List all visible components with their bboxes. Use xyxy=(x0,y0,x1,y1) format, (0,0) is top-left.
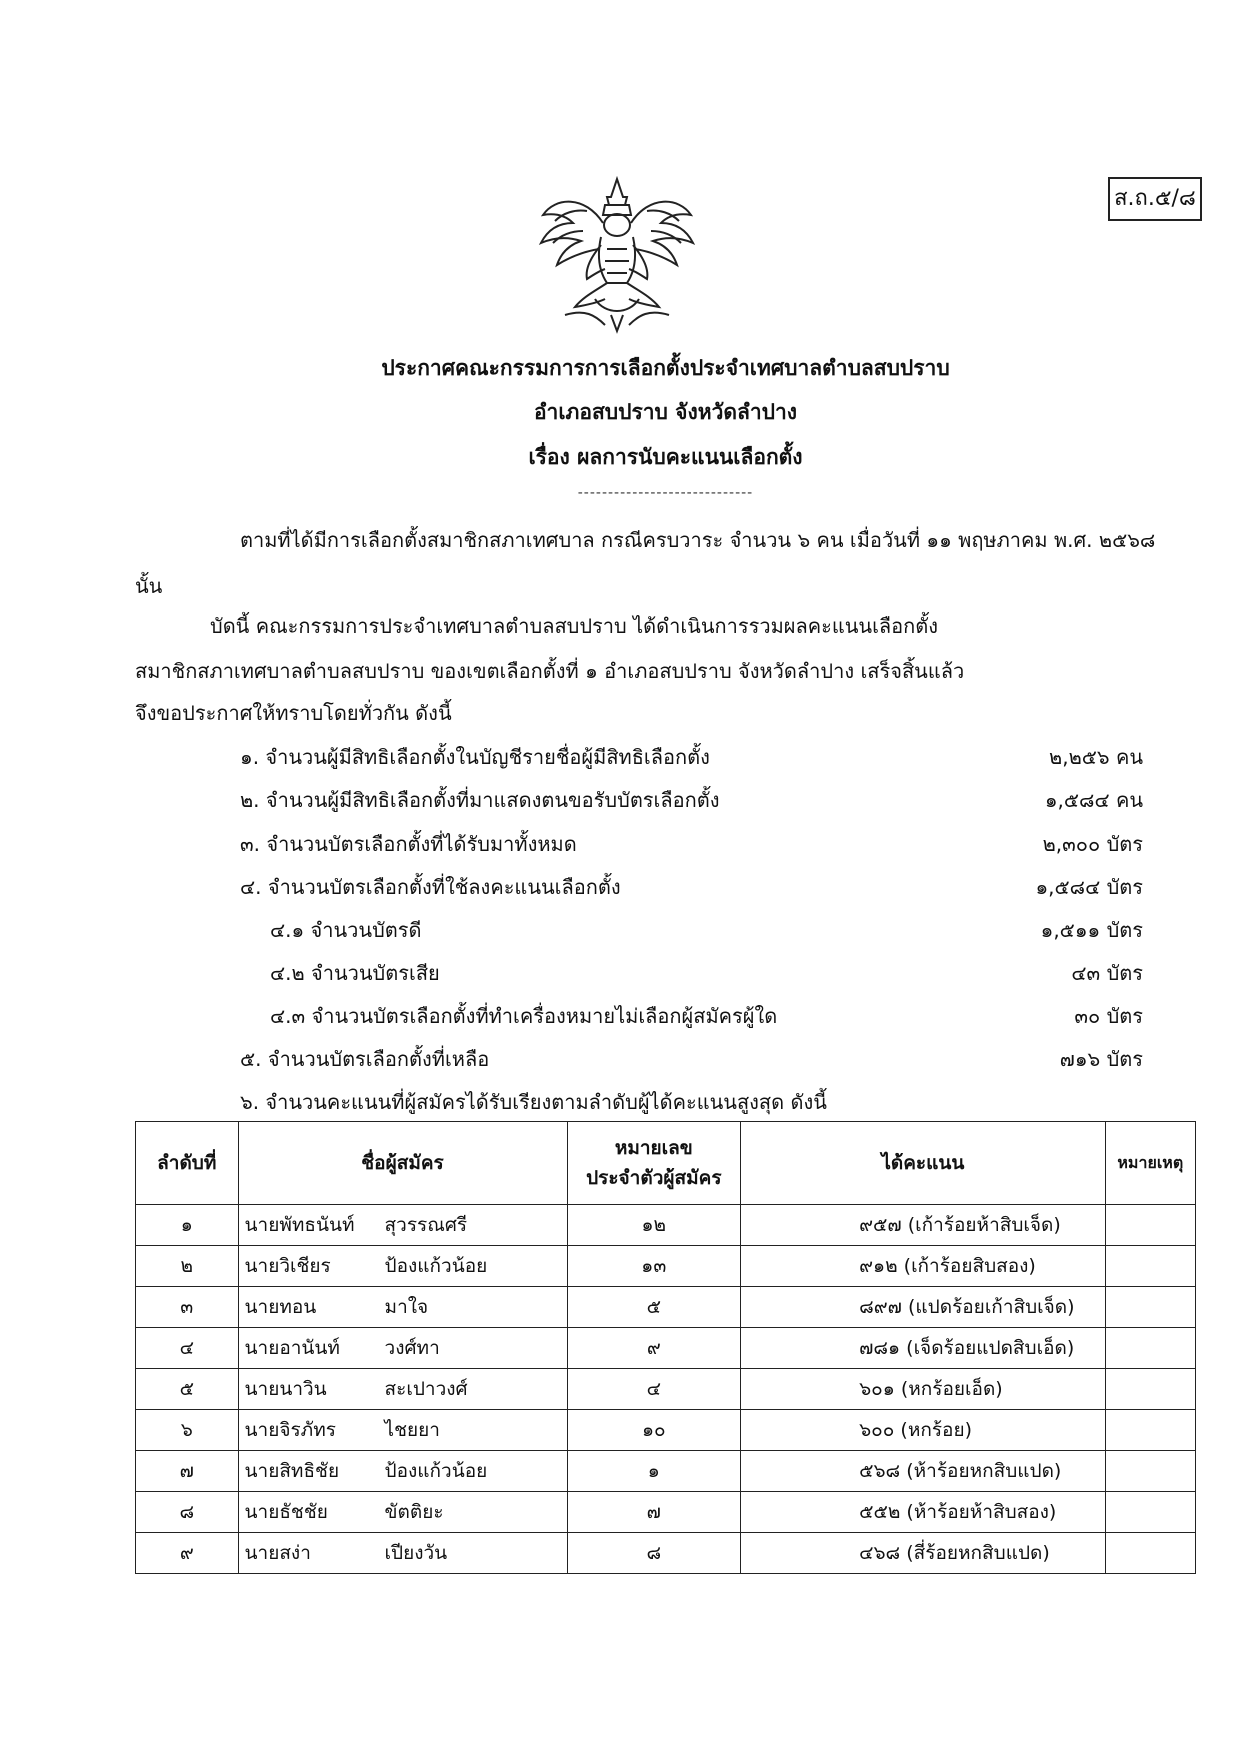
stat-value: ๒,๓๐๐ บัตร xyxy=(1042,832,1143,856)
stat-item xyxy=(0,871,1241,903)
header-number-line1: หมายเลข xyxy=(614,1137,693,1159)
stat-item xyxy=(0,1086,1241,1118)
document-form-code: ส.ถ.๕/๘ xyxy=(1108,177,1202,221)
cell-score-text: ๕๖๘ (ห้าร้อยหกสิบแปด) xyxy=(859,1460,1062,1482)
cell-score xyxy=(741,1451,1106,1492)
cell-name xyxy=(238,1492,567,1533)
cell-last-name: ขัตติยะ xyxy=(384,1501,444,1523)
cell-name xyxy=(238,1410,567,1451)
announcement-title: ประกาศคณะกรรมการการเลือกตั้งประจำเทศบาลตำบลสบปราบ xyxy=(381,356,950,380)
stat-item xyxy=(0,914,1241,946)
cell-score-text: ๙๕๗ (เก้าร้อยห้าสิบเจ็ด) xyxy=(859,1214,1061,1236)
cell-rank: ๕ xyxy=(136,1369,239,1410)
header-rank: ลำดับที่ xyxy=(136,1122,239,1205)
stat-item xyxy=(0,784,1241,816)
table-row xyxy=(136,1205,1196,1246)
cell-first-name: นายวิเชียร xyxy=(244,1255,331,1277)
cell-first-name: นายธัชชัย xyxy=(244,1501,328,1523)
cell-score xyxy=(741,1287,1106,1328)
cell-name xyxy=(238,1451,567,1492)
cell-number: ๑๐ xyxy=(567,1410,741,1451)
cell-score xyxy=(741,1328,1106,1369)
stat-item xyxy=(0,1000,1241,1032)
stat-label: ๔.๓ จำนวนบัตรเลือกตั้งที่ทำเครื่องหมายไม่เลือกผู้สมัครผู้ใด xyxy=(270,1004,778,1028)
cell-score-text: ๘๙๗ (แปดร้อยเก้าสิบเจ็ด) xyxy=(859,1296,1075,1318)
paragraph-intro: ตามที่ได้มีการเลือกตั้งสมาชิกสภาเทศบาล กรณีครบวาระ จำนวน ๖ คน เมื่อวันที่ ๑๑ พฤษภาคม พ.ศ. ๒๕๖๘ xyxy=(240,528,1156,552)
cell-number: ๗ xyxy=(567,1492,741,1533)
table-row xyxy=(136,1287,1196,1328)
cell-last-name: สะเปาวงศ์ xyxy=(384,1378,468,1400)
cell-name xyxy=(238,1328,567,1369)
cell-number: ๕ xyxy=(567,1287,741,1328)
cell-score xyxy=(741,1492,1106,1533)
table-row xyxy=(136,1492,1196,1533)
table-row xyxy=(136,1533,1196,1574)
stat-label: ๔.๒ จำนวนบัตรเสีย xyxy=(270,961,440,985)
cell-number: ๑๒ xyxy=(567,1205,741,1246)
header-note: หมายเหตุ xyxy=(1105,1122,1195,1205)
stat-value: ๑,๕๑๑ บัตร xyxy=(1040,918,1143,942)
paragraph-notice: บัดนี้ คณะกรรมการประจำเทศบาลตำบลสบปราบ ได้ดำเนินการรวมผลคะแนนเลือกตั้ง xyxy=(210,614,939,638)
results-table xyxy=(135,1121,1196,1574)
divider: ----------------------------- xyxy=(577,485,754,501)
cell-number: ๔ xyxy=(567,1369,741,1410)
cell-number: ๙ xyxy=(567,1328,741,1369)
stat-value: ๓๐ บัตร xyxy=(1074,1004,1143,1028)
cell-last-name: เปียงวัน xyxy=(384,1542,448,1564)
stat-value: ๔๓ บัตร xyxy=(1071,961,1143,985)
cell-rank: ๔ xyxy=(136,1328,239,1369)
cell-note xyxy=(1105,1492,1195,1533)
stat-item xyxy=(0,828,1241,860)
cell-score-text: ๖๐๐ (หกร้อย) xyxy=(859,1419,973,1441)
cell-note xyxy=(1105,1287,1195,1328)
table-header-row xyxy=(136,1122,1196,1205)
cell-name xyxy=(238,1533,567,1574)
cell-name xyxy=(238,1369,567,1410)
cell-first-name: นายทอน xyxy=(244,1296,317,1318)
table-row xyxy=(136,1451,1196,1492)
announcement-district: อำเภอสบปราบ จังหวัดลำปาง xyxy=(533,400,798,424)
cell-score xyxy=(741,1205,1106,1246)
cell-number: ๑ xyxy=(567,1451,741,1492)
cell-rank: ๖ xyxy=(136,1410,239,1451)
stat-label: ๒. จำนวนผู้มีสิทธิเลือกตั้งที่มาแสดงตนขอรับบัตรเลือกตั้ง xyxy=(240,788,720,812)
stat-label: ๑. จำนวนผู้มีสิทธิเลือกตั้งในบัญชีรายชื่อผู้มีสิทธิเลือกตั้ง xyxy=(240,745,710,769)
table-row xyxy=(136,1246,1196,1287)
cell-score xyxy=(741,1369,1106,1410)
cell-rank: ๒ xyxy=(136,1246,239,1287)
cell-first-name: นายจิรภัทร xyxy=(244,1419,336,1441)
header-number-line2: ประจำตัวผู้สมัคร xyxy=(586,1167,722,1189)
cell-number: ๘ xyxy=(567,1533,741,1574)
announcement-subject: เรื่อง ผลการนับคะแนนเลือกตั้ง xyxy=(528,445,803,469)
cell-score xyxy=(741,1410,1106,1451)
cell-rank: ๗ xyxy=(136,1451,239,1492)
stat-value: ๗๑๖ บัตร xyxy=(1059,1047,1143,1071)
cell-last-name: ป้องแก้วน้อย xyxy=(384,1460,488,1482)
cell-rank: ๑ xyxy=(136,1205,239,1246)
cell-note xyxy=(1105,1451,1195,1492)
stat-label: ๓. จำนวนบัตรเลือกตั้งที่ได้รับมาทั้งหมด xyxy=(240,832,577,856)
stat-label: ๔. จำนวนบัตรเลือกตั้งที่ใช้ลงคะแนนเลือกตั้ง xyxy=(240,875,621,899)
cell-rank: ๓ xyxy=(136,1287,239,1328)
cell-last-name: มาใจ xyxy=(384,1296,429,1318)
cell-note xyxy=(1105,1533,1195,1574)
cell-score-text: ๔๖๘ (สี่ร้อยหกสิบแปด) xyxy=(859,1542,1050,1564)
cell-last-name: วงศ์ทา xyxy=(384,1337,440,1359)
table-row xyxy=(136,1369,1196,1410)
paragraph-intro-end: นั้น xyxy=(135,574,163,598)
cell-note xyxy=(1105,1369,1195,1410)
stat-label: ๕. จำนวนบัตรเลือกตั้งที่เหลือ xyxy=(240,1047,490,1071)
cell-first-name: นายสิทธิชัย xyxy=(244,1460,340,1482)
cell-first-name: นายสง่า xyxy=(244,1542,311,1564)
table-row xyxy=(136,1410,1196,1451)
cell-first-name: นายพัทธนันท์ xyxy=(244,1214,355,1236)
stat-value: ๑,๕๘๔ บัตร xyxy=(1035,875,1143,899)
cell-note xyxy=(1105,1246,1195,1287)
cell-note xyxy=(1105,1205,1195,1246)
cell-last-name: สุวรรณศรี xyxy=(384,1214,468,1236)
table-row xyxy=(136,1328,1196,1369)
header-name: ชื่อผู้สมัคร xyxy=(238,1122,567,1205)
cell-last-name: ไชยยา xyxy=(384,1419,440,1441)
cell-score-text: ๗๘๑ (เจ็ดร้อยแปดสิบเอ็ด) xyxy=(859,1337,1075,1359)
garuda-emblem-icon xyxy=(535,175,700,335)
cell-name xyxy=(238,1205,567,1246)
stat-value: ๑,๕๘๔ คน xyxy=(1044,788,1143,812)
cell-name xyxy=(238,1246,567,1287)
paragraph-notice-cont: สมาชิกสภาเทศบาลตำบลสบปราบ ของเขตเลือกตั้งที่ ๑ อำเภอสบปราบ จังหวัดลำปาง เสร็จสิ้นแล้ว xyxy=(135,659,965,683)
cell-note xyxy=(1105,1410,1195,1451)
cell-score-text: ๙๑๒ (เก้าร้อยสิบสอง) xyxy=(859,1255,1036,1277)
stat-label: ๖. จำนวนคะแนนที่ผู้สมัครได้รับเรียงตามลำดับผู้ได้คะแนนสูงสุด ดังนี้ xyxy=(240,1090,827,1114)
cell-score xyxy=(741,1533,1106,1574)
cell-name xyxy=(238,1287,567,1328)
cell-first-name: นายนาวิน xyxy=(244,1378,327,1400)
cell-first-name: นายอานันท์ xyxy=(244,1337,340,1359)
header-score: ได้คะแนน xyxy=(741,1122,1106,1205)
cell-number: ๑๓ xyxy=(567,1246,741,1287)
paragraph-notice-end: จึงขอประกาศให้ทราบโดยทั่วกัน ดังนี้ xyxy=(135,701,452,725)
header-number xyxy=(567,1122,741,1205)
cell-last-name: ป้องแก้วน้อย xyxy=(384,1255,488,1277)
stat-item xyxy=(0,1043,1241,1075)
stat-item xyxy=(0,957,1241,989)
stat-item xyxy=(0,741,1241,773)
cell-note xyxy=(1105,1328,1195,1369)
stat-value: ๒,๒๕๖ คน xyxy=(1049,745,1143,769)
stat-label: ๔.๑ จำนวนบัตรดี xyxy=(270,918,422,942)
cell-score-text: ๕๕๒ (ห้าร้อยห้าสิบสอง) xyxy=(859,1501,1057,1523)
cell-rank: ๘ xyxy=(136,1492,239,1533)
cell-rank: ๙ xyxy=(136,1533,239,1574)
cell-score xyxy=(741,1246,1106,1287)
cell-score-text: ๖๐๑ (หกร้อยเอ็ด) xyxy=(859,1378,1003,1400)
